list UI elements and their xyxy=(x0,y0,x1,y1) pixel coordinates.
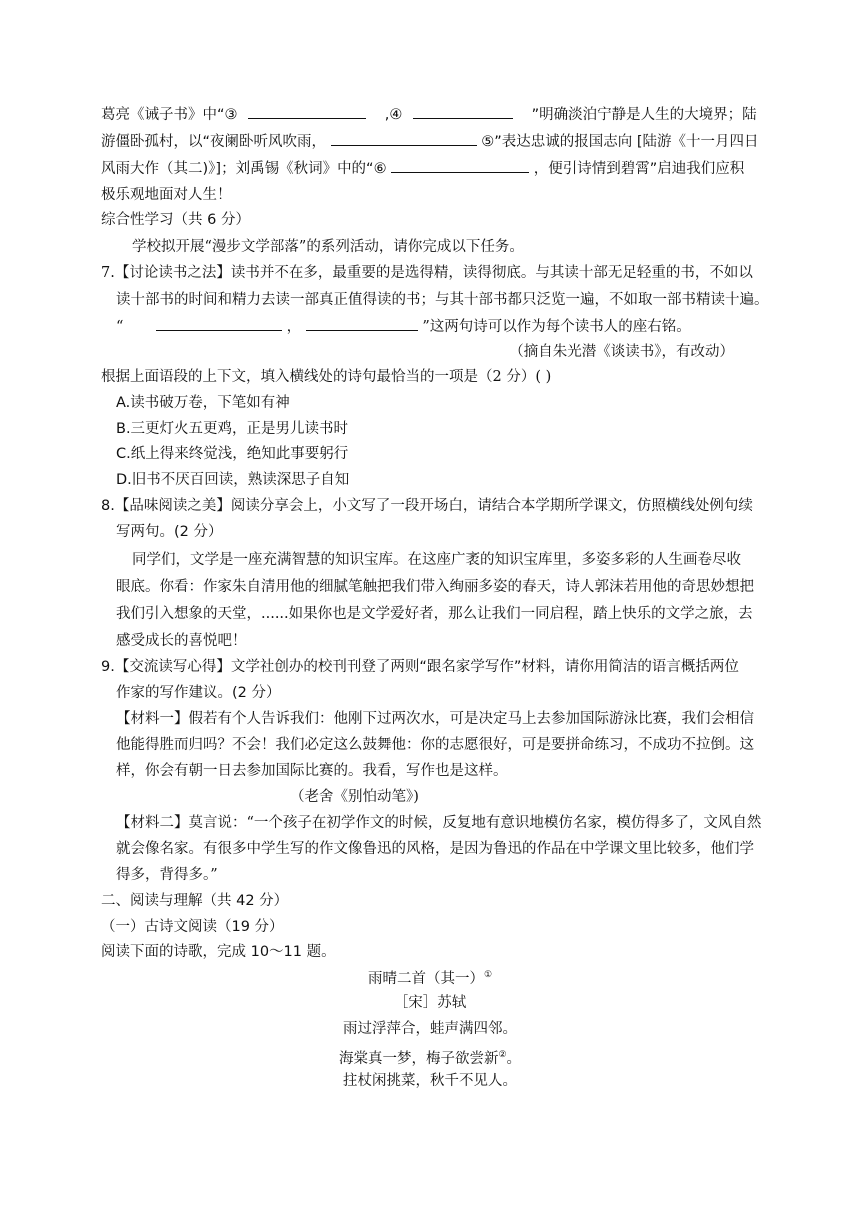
text: ”这两句诗可以作为每个读书人的座右铭。 xyxy=(422,319,691,335)
q7-blank-line xyxy=(116,316,790,337)
answer-blank-6[interactable] xyxy=(391,158,529,173)
text: 葛亮《诫子书》中“③ xyxy=(101,107,238,123)
q8-passage-line1: 同学们，文学是一座充满智慧的知识宝库。在这座广袤的知识宝库里，多姿多彩的人生画卷尽收 xyxy=(132,552,741,568)
q9-material1-line3: 样，你会有朝一日去参加国际比赛的。我看，写作也是这样。 xyxy=(116,763,508,779)
section-heading-comprehensive: 综合性学习（共 6 分） xyxy=(101,212,250,228)
q9-material2-line2: 就会像名家。有很多中学生写的作文像鲁迅的风格，是因为鲁迅的作品在中学课文里比较多，他们学 xyxy=(116,841,754,857)
q9-material1-source: （老舍《别怕动笔》) xyxy=(290,789,419,805)
subsection-heading-poetry: （一）古诗文阅读（19 分） xyxy=(101,919,284,935)
q7-text-line2: 读十部书的时间和精力去读一部真正值得读的书；与其十部书都只泛览一遍，不如取一部书精读十遍。 xyxy=(116,292,769,308)
answer-blank-3[interactable] xyxy=(248,104,366,119)
poem-line-1: 雨过浮萍合，蛙声满四邻。 xyxy=(343,1021,517,1037)
fill-blank-line-3 xyxy=(101,158,790,179)
fill-blank-line-4: 极乐观地面对人生！ xyxy=(101,187,232,203)
answer-blank-5[interactable] xyxy=(331,131,477,146)
poem-author: ［宋］苏轼 xyxy=(393,995,467,1011)
q7-option-c[interactable]: C.纸上得来终觉浅，绝知此事要躬行 xyxy=(116,446,349,462)
text: 游僵卧孤村，以“夜阑卧听风吹雨， xyxy=(101,134,327,150)
q9-text-line1: 9.【交流读写心得】文学社创办的校刊刊登了两则“跟名家学写作”材料，请你用简洁的语言概括两位 xyxy=(101,659,739,675)
q9-material1-line2: 他能得胜而归吗？不会！我们必定这么鼓舞他：你的志愿很好，可是要拼命练习，不成功不拉倒。这 xyxy=(116,737,754,753)
poem-title xyxy=(0,965,860,989)
text: 。 xyxy=(506,1050,522,1067)
text: ,④ xyxy=(384,107,403,123)
text: “ xyxy=(116,319,124,335)
q8-passage-line2: 眼底。你看：作家朱自清用他的细腻笔触把我们带入绚丽多姿的春天，诗人郭沫若用他的奇思妙想把 xyxy=(116,579,754,595)
q9-text-line2: 作家的写作建议。(2 分） xyxy=(116,685,281,701)
q8-text-line2: 写两句。(2 分） xyxy=(116,524,223,540)
text: ”明确淡泊宁静是人生的大境界；陆 xyxy=(531,107,757,123)
q8-text-line1: 8.【品味阅读之美】阅读分享会上，小文写了一段开场白，请结合本学期所学课文，仿照横线处例句续 xyxy=(101,498,753,514)
poem-line-2 xyxy=(0,1045,860,1069)
reading-prompt: 阅读下面的诗歌，完成 10～11 题。 xyxy=(101,944,336,960)
fill-blank-line-1 xyxy=(101,104,790,125)
poem-title-text: 雨晴二首（其一） xyxy=(367,970,484,987)
q7-text-line1: 7.【讨论读书之法】读书并不在多，最重要的是选得精，读得彻底。与其读十部无足轻重的书，不如以 xyxy=(101,265,753,281)
q9-material2-line3: 得多，背得多。” xyxy=(116,867,218,883)
footnote-marker: ② xyxy=(498,1050,507,1060)
poem-line-3: 拄杖闲挑菜，秋千不见人。 xyxy=(343,1073,517,1089)
fill-blank-line-2 xyxy=(101,131,790,152)
q8-passage-line3: 我们引入想象的天堂，......如果你也是文学爱好者，那么让我们一同启程，踏上快乐的文学之旅，去 xyxy=(116,606,753,622)
q7-source: （摘自朱光潜《谈读书》，有改动） xyxy=(509,344,734,360)
footnote-marker: ① xyxy=(483,970,493,980)
text: ， xyxy=(286,319,302,335)
text: 风雨大作（其二)》]；刘禹锡《秋词》中的“⑥ xyxy=(101,161,387,177)
text: 海棠真一梦，梅子欲尝新 xyxy=(338,1050,499,1067)
section-heading-reading: 二、阅读与理解（共 42 分） xyxy=(101,893,289,909)
q7-option-d[interactable]: D.旧书不厌百回读，熟读深思子自知 xyxy=(116,472,350,488)
q7-option-a[interactable]: A.读书破万卷，下笔如有神 xyxy=(116,395,290,411)
q9-material2-line1: 【材料二】莫言说：“一个孩子在初学作文的时候，反复地有意识地模仿名家，模仿得多了，文风自然 xyxy=(116,815,762,831)
text: ，便引诗情到碧霄”启迪我们应积 xyxy=(533,161,745,177)
task-intro: 学校拟开展“漫步文学部落”的系列活动，请你完成以下任务。 xyxy=(132,239,524,255)
q7-option-b[interactable]: B.三更灯火五更鸡，正是男儿读书时 xyxy=(116,421,349,437)
answer-blank-q7-a[interactable] xyxy=(156,316,282,331)
answer-blank-4[interactable] xyxy=(413,104,513,119)
q7-prompt: 根据上面语段的上下文，填入横线处的诗句最恰当的一项是（2 分）( ) xyxy=(101,369,552,385)
answer-blank-q7-b[interactable] xyxy=(306,316,418,331)
text: ⑤”表达忠诚的报国志向 [陆游《十一月四日 xyxy=(481,134,759,150)
q9-material1-line1: 【材料一】假若有个人告诉我们：他刚下过两次水，可是决定马上去参加国际游泳比赛，我们会相信 xyxy=(116,711,754,727)
q8-passage-line4: 感受成长的喜悦吧！ xyxy=(116,633,247,649)
